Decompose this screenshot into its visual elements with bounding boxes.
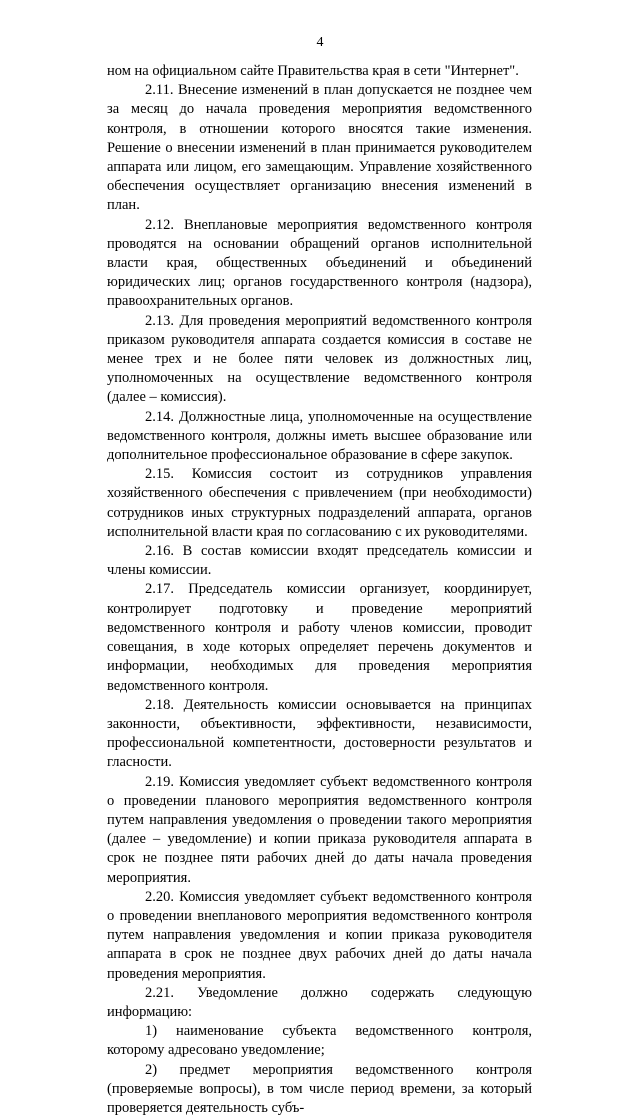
list-item-2: 2) предмет мероприятия ведомственного контроля (проверяемые вопросы), в том числе период времени, за который проверяется деятельность субъ- bbox=[107, 1061, 532, 1116]
page-number: 4 bbox=[316, 35, 324, 50]
paragraph-continuation: ном на официальном сайте Правительства края в сети "Интернет". bbox=[107, 63, 519, 79]
paragraph-2-15: 2.15. Комиссия состоит из сотрудников управления хозяйственного обеспечения с привлечением (при необходимости) сотрудников иных структурных подразделений аппарата, органов исполнительной власти края по согласованию с их руководителями. bbox=[107, 466, 532, 540]
paragraph-2-16: 2.16. В состав комиссии входят председатель комиссии и члены комиссии. bbox=[107, 543, 532, 579]
paragraph-2-14: 2.14. Должностные лица, уполномоченные на осуществление ведомственного контроля, должны иметь высшее образование или дополнительное профессиональное образование в сфере закупок. bbox=[107, 408, 532, 464]
paragraph-2-12: 2.12. Внеплановые мероприятия ведомственного контроля проводятся на основании обращений органов исполнительной власти края, общественных объединений и объединений юридических лиц; органов государственного контроля (надзора), правоохранительных органов. bbox=[107, 216, 532, 310]
paragraph-2-21: 2.21. Уведомление должно содержать следующую информацию: bbox=[107, 984, 532, 1020]
list-item-1: 1) наименование субъекта ведомственного контроля, которому адресовано уведомление; bbox=[107, 1023, 532, 1059]
paragraph-2-19: 2.19. Комиссия уведомляет субъект ведомственного контроля о проведении планового мероприятия ведомственного контроля путем направления уведомления о проведении такого мероприятия (далее – уведомление) и копии приказа руководителя аппарата в срок не позднее пяти рабочих дней до даты начала проведения мероприятия. bbox=[107, 773, 532, 886]
paragraph-2-20: 2.20. Комиссия уведомляет субъект ведомственного контроля о проведении внепланового мероприятия ведомственного контроля путем направления уведомления и копии приказа руководителя аппарата в срок не позднее двух рабочих дней до даты начала проведения мероприятия. bbox=[107, 888, 532, 982]
paragraph-2-17: 2.17. Председатель комиссии организует, координирует, контролирует подготовку и проведение мероприятий ведомственного контроля и работу членов комиссии, проводит совещания, в ходе которых определяет перечень документов и информации, необходимых для проведения мероприятия ведомственного контроля. bbox=[107, 581, 532, 694]
paragraph-2-11: 2.11. Внесение изменений в план допускается не позднее чем за месяц до начала проведения мероприятия ведомственного контроля, в отношении которого вносятся такие изменения. Решение о внесении изменений в план принимается руководителем аппарата или лицом, его замещающим. Управление хозяйственного обеспечения осуществляет организацию внесения изменений в план. bbox=[107, 82, 532, 214]
document-body bbox=[107, 62, 532, 1118]
paragraph-2-18: 2.18. Деятельность комиссии основывается на принципах законности, объективности, эффективности, независимости, профессиональной компетентности, достоверности результатов и гласности. bbox=[107, 696, 532, 771]
paragraph-2-13: 2.13. Для проведения мероприятий ведомственного контроля приказом руководителя аппарата создается комиссия в составе не менее трех и не более пяти человек из должностных лиц, уполномоченных на осуществление ведомственного контроля (далее – комиссия). bbox=[107, 312, 532, 406]
